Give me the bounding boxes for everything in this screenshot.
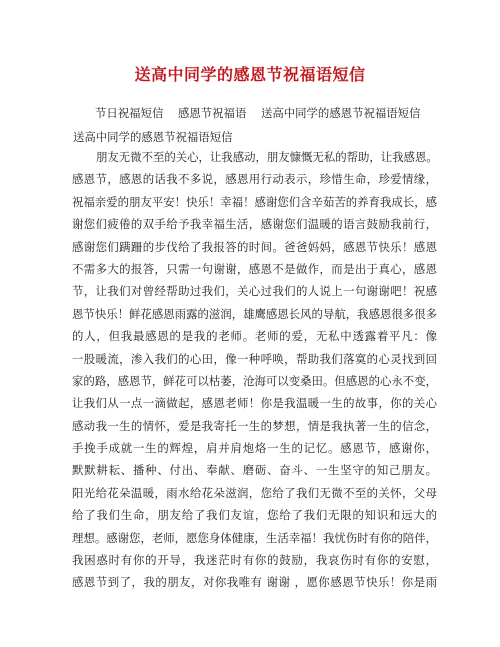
- body-line: 手挽手成就一生的辉煌，肩并肩炮烙一生的记忆。感恩节，感谢你，: [72, 441, 437, 456]
- related-link-holiday-wishes[interactable]: 节日祝福短信: [95, 106, 164, 120]
- body-line: 理想。感谢您，老师，愿您身体健康，生活幸福！我忧伤时有你的陪伴，: [72, 530, 437, 545]
- document-title: 送高中同学的感恩节祝福语短信: [134, 65, 366, 84]
- body-line: 给了我们生命，朋友给了我们友谊，您给了我们无限的知识和远大的: [72, 508, 437, 523]
- body-line: 感恩节，感恩的话我不多说，感恩用行动表示，珍惜生命，珍爱情缘，: [72, 172, 437, 187]
- body-line: 感动我一生的情怀，爱是我寄托一生的梦想，情是我执著一生的信念，: [72, 418, 437, 433]
- body-line: 节，让我们对曾经帮助过我们，关心过我们的人说上一句谢谢吧！祝感: [72, 284, 437, 299]
- body-line: 朋友无微不至的关心，让我感动，朋友慷慨无私的帮助，让我感恩。: [96, 150, 438, 164]
- body-line: 恩节快乐！鲜花感恩雨露的滋润，雄鹰感恩长风的导航，我感恩很多很多: [72, 306, 437, 321]
- body-line: 一股暖流，渗入我们的心田，像一种呼唤，帮助我们落寞的心灵找到回: [72, 351, 437, 366]
- body-line: 我困惑时有你的开导，我迷茫时有你的鼓励，我哀伤时有你的安慰，: [72, 553, 437, 568]
- body-line: 默默耕耘、播种、付出、奉献、磨砺、奋斗、一生坚守的知己朋友。: [72, 463, 437, 478]
- body-line: 感谢您们蹒跚的步伐给了我报答的时间。爸爸妈妈，感恩节快乐！感恩: [72, 239, 437, 254]
- body-line: 感恩节到了，我的朋友，对你我唯有 谢谢 ，愿你感恩节快乐！你是雨: [72, 575, 437, 590]
- body-line: 的人，但我最感恩的是我的老师。老师的爱，无私中透露着平凡：像: [72, 329, 437, 344]
- related-link-classmate-wishes[interactable]: 送高中同学的感恩节祝福语短信: [260, 106, 421, 120]
- related-links: [73, 101, 465, 149]
- body-line: 祝福亲爱的朋友平安！快乐！幸福！感谢您们含辛茹苦的养育我成长，感: [72, 194, 437, 209]
- body-line: 阳光给花朵温暖，雨水给花朵滋润，您给了我们无微不至的关怀，父母: [72, 485, 437, 500]
- body-line: 让我们从一点一滴做起，感恩老师！你是我温暖一生的故事，你的关心: [72, 396, 437, 411]
- document-body: [72, 146, 437, 594]
- related-link-classmate-wishes-2[interactable]: 送高中同学的感恩节祝福语短信: [73, 130, 233, 144]
- related-link-thanksgiving-wishes[interactable]: 感恩节祝福语: [177, 106, 247, 120]
- body-line: 谢您们疲倦的双手给予我幸福生活，感谢您们温暖的语言鼓励我前行，: [72, 217, 437, 232]
- body-line: 家的路，感恩节，鲜花可以枯萎，沧海可以变桑田。但感恩的心永不变，: [72, 373, 437, 388]
- body-line: 不需多大的报答，只需一句谢谢，感恩不是做作，而是出于真心，感恩: [72, 261, 437, 276]
